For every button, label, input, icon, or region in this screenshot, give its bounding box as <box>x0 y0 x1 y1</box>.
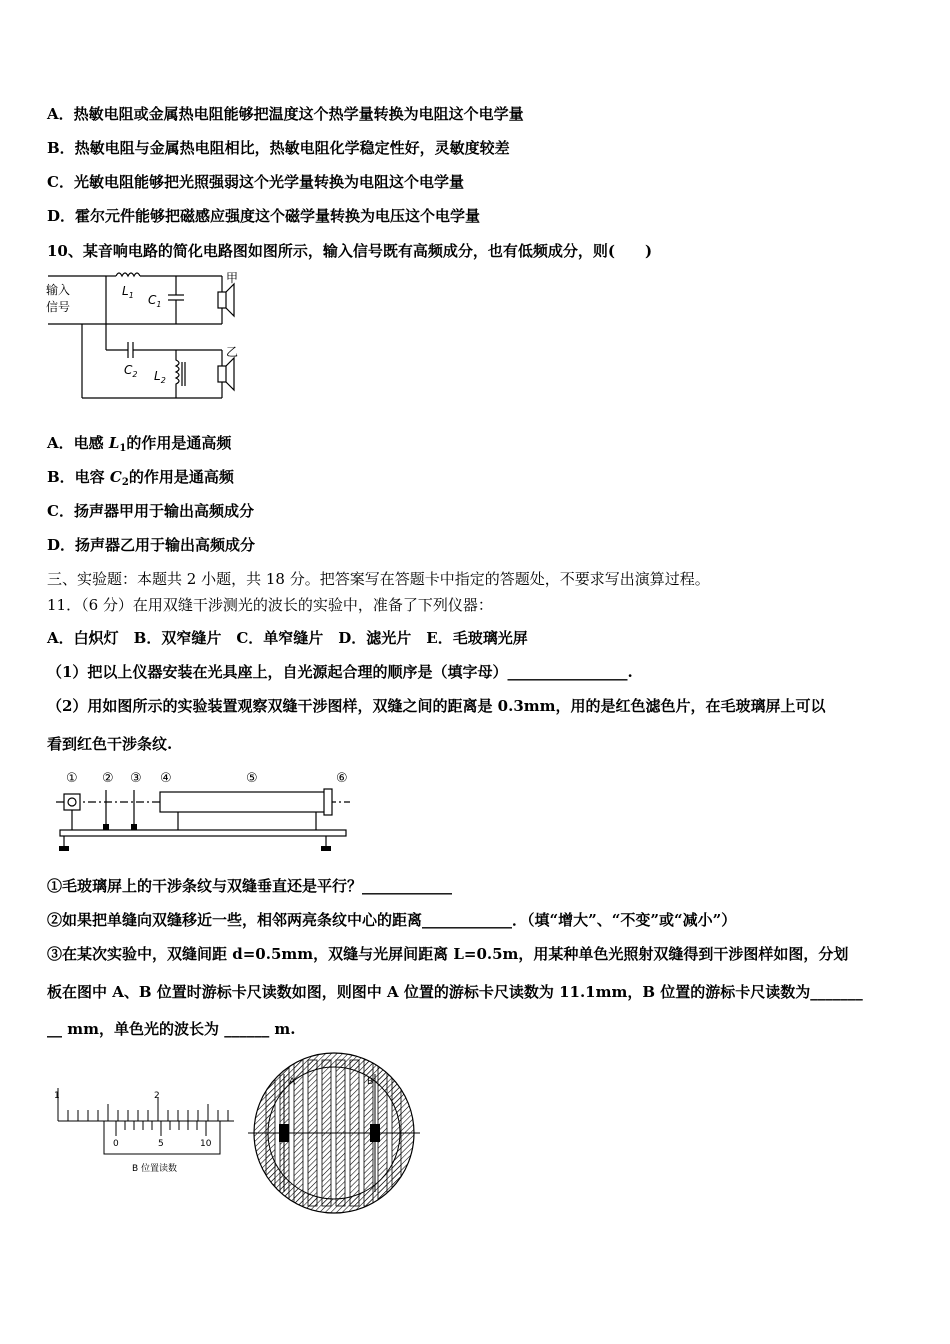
q11-stem: 11．（6 分）在用双缝干涉测光的波长的实验中，准备了下列仪器： <box>47 596 493 614</box>
input-label-2: 信号 <box>46 300 71 314</box>
q9-option-d: D．霍尔元件能够把磁感应强度这个磁学量转换为电压这个电学量 <box>47 207 481 225</box>
fringe-label-a: A <box>289 1077 296 1087</box>
vernier-label-5: 5 <box>158 1139 164 1149</box>
bench-label-3: ③ <box>130 771 142 786</box>
q11-part2-line1: （2）用如图所示的实验装置观察双缝干涉图样，双缝之间的距离是 0.3mm，用的是红色滤色片，在毛玻璃屏上可以 <box>47 697 826 715</box>
main-scale-label-2: 2 <box>154 1091 160 1101</box>
bench-label-5: ⑤ <box>246 771 258 786</box>
q11-sub1: ①毛玻璃屏上的干涉条纹与双缝垂直还是平行？____________ <box>47 877 453 895</box>
input-label-1: 输入 <box>46 283 71 297</box>
bench-label-1: ① <box>66 771 78 786</box>
optical-bench-diagram <box>50 764 360 856</box>
q11-sub3-line1: ③在某次实验中，双缝间距 d=0.5mm，双缝与光屏间距离 L=0.5m，用某种单色光照射双缝得到干涉图样如图，分划 <box>47 945 849 963</box>
fringe-label-b: B <box>367 1077 374 1087</box>
q11-sub2: ②如果把单缝向双缝移近一些，相邻两亮条纹中心的距离____________．（填“增大”、“不变”或“减小”） <box>47 911 737 929</box>
main-scale-label-1: 1 <box>54 1091 60 1101</box>
q11-part2-line2: 看到红色干涉条纹. <box>47 735 173 753</box>
vernier-label-10: 10 <box>200 1139 212 1149</box>
c2-label: $C_2$ <box>124 363 138 379</box>
l1-label: $L_1$ <box>122 284 134 300</box>
q10-option-a: A．电感 $L_1$的作用是通高频 <box>47 434 232 454</box>
caliper-caption: B 位置读数 <box>132 1164 178 1174</box>
l2-label: $L_2$ <box>154 369 166 385</box>
q11-part1: （1）把以上仪器安装在光具座上，自光源起合理的顺序是（填字母）________________. <box>47 663 633 681</box>
bench-label-2: ② <box>102 771 114 786</box>
vernier-label-0: 0 <box>113 1139 119 1149</box>
q9-option-b: B．热敏电阻与金属热电阻相比，热敏电阻化学稳定性好，灵敏度较差 <box>47 139 510 157</box>
fringe-pattern-diagram <box>244 1050 424 1216</box>
circuit-diagram <box>44 268 254 408</box>
section-3-heading: 三、实验题：本题共 2 小题，共 18 分。把答案写在答题卡中指定的答题处，不要求写出演算过程。 <box>47 570 710 588</box>
q9-option-a: A．热敏电阻或金属热电阻能够把温度这个热学量转换为电阻这个电学量 <box>47 105 524 123</box>
q11-instruments: A．白炽灯 B．双窄缝片 C．单窄缝片 D．滤光片 E．毛玻璃光屏 <box>47 629 528 647</box>
q10-option-b: B．电容 $C_2$的作用是通高频 <box>47 468 234 488</box>
bench-label-4: ④ <box>160 771 172 786</box>
bench-label-6: ⑥ <box>336 771 348 786</box>
speaker-yi-label: 乙 <box>226 345 239 359</box>
q10-option-c: C．扬声器甲用于输出高频成分 <box>47 502 254 520</box>
speaker-jia-label: 甲 <box>226 271 239 285</box>
caliper-diagram <box>48 1084 248 1178</box>
q11-sub3-line3: __ mm，单色光的波长为 ______ m. <box>47 1020 296 1038</box>
q11-sub3-line2: 板在图中 A、B 位置时游标卡尺读数如图，则图中 A 位置的游标卡尺读数为 11.1mm，B 位置的游标卡尺读数为_______ <box>47 983 863 1001</box>
q9-option-c: C．光敏电阻能够把光照强弱这个光学量转换为电阻这个电学量 <box>47 173 464 191</box>
q10-option-d: D．扬声器乙用于输出高频成分 <box>47 536 256 554</box>
q10-stem: 10、某音响电路的简化电路图如图所示，输入信号既有高频成分，也有低频成分，则( ) <box>47 242 653 260</box>
c1-label: $C_1$ <box>148 293 162 309</box>
